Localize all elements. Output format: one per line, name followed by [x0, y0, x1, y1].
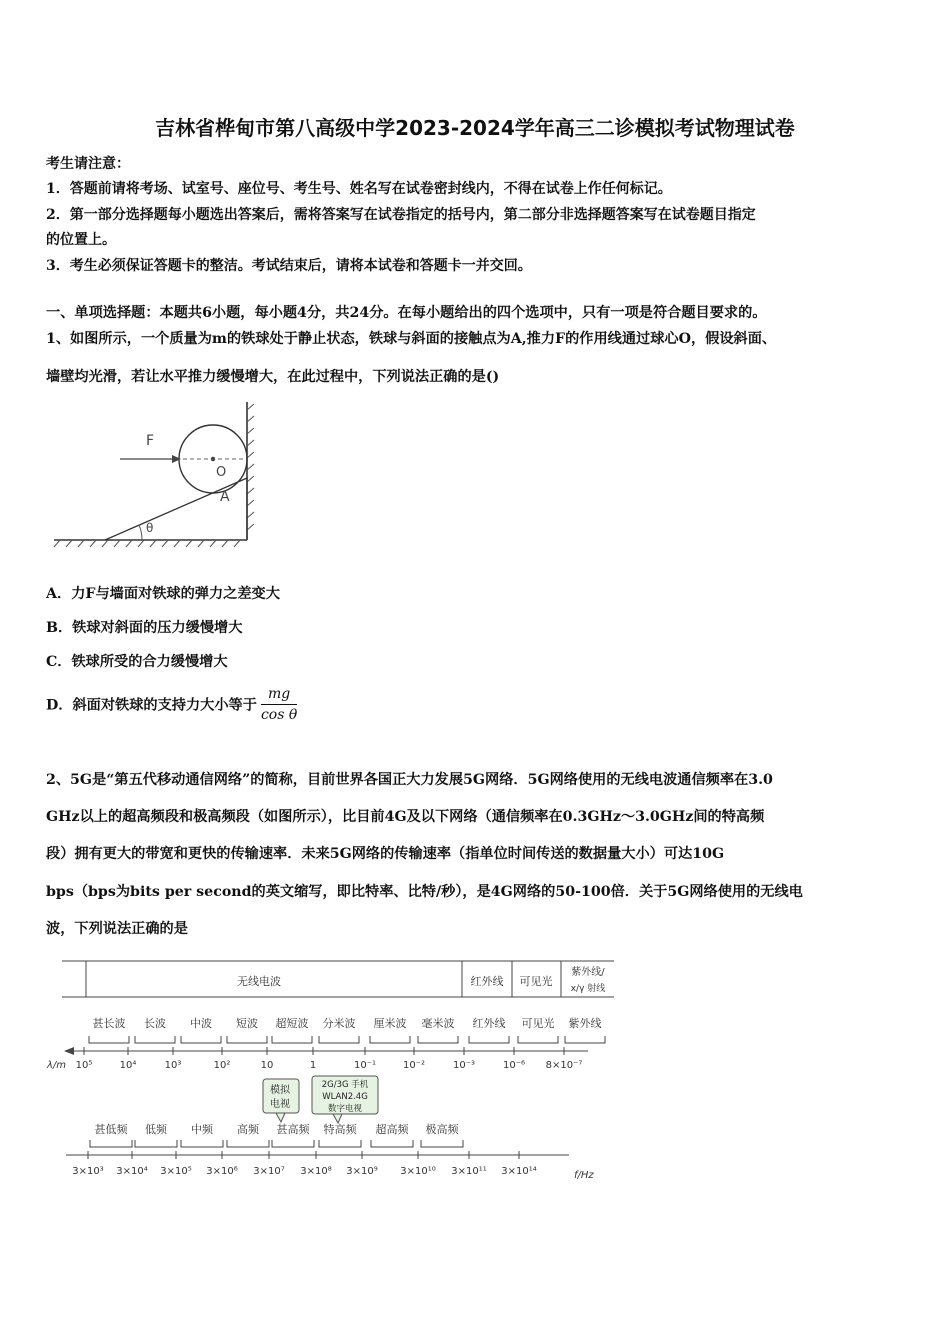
wave-bracket [565, 1036, 605, 1043]
wavelength-tick-label: 10⁻³ [452, 1060, 476, 1071]
frequency-bracket [227, 1140, 269, 1147]
wave-bracket [272, 1036, 312, 1043]
wave-bracket [518, 1036, 558, 1043]
frequency-name: 中频 [191, 1123, 213, 1136]
frequency-tick-label: 3×10⁷ [253, 1166, 285, 1177]
question-2-line-4: bps（bps为bits per second的英文缩写，即比特率、比特/秒），是4G网络的50-100倍．关于5G网络使用的无线电 [46, 884, 803, 900]
wave-name: 超短波 [275, 1017, 309, 1030]
frequency-tick-label: 3×10³ [72, 1166, 104, 1177]
question-2-line-2: GHz以上的超高频段和极高频段（如图所示），比目前4G及以下网络（通信频率在0.3GHz～3.0GHz间的特高频 [46, 809, 765, 825]
frequency-tick-label: 3×10¹⁴ [501, 1166, 537, 1177]
frequency-name: 低频 [145, 1123, 167, 1136]
theta-label: θ [146, 521, 154, 535]
page-title: 吉林省桦甸市第八高级中学2023-2024学年高三二诊模拟考试物理试卷 [155, 116, 795, 140]
question-2-line-3: 段）拥有更大的带宽和更快的传输速率．未来5G网络的传输速率（指单位时间传送的数据量大小）可达10G [46, 846, 725, 862]
wave-name: 长波 [144, 1017, 166, 1030]
ball-incline-figure [50, 398, 270, 553]
option-d-fraction [261, 686, 297, 723]
angle-arc [139, 525, 142, 540]
wave-bracket [89, 1036, 129, 1043]
notice-item-2: 2．第一部分选择题每小题选出答案后，需将答案写在试卷指定的括号内，第二部分非选择题答案写在试卷题目指定 [46, 207, 756, 223]
frequency-tick-label: 3×10⁴ [116, 1166, 148, 1177]
frequency-bracket-row [90, 1140, 463, 1147]
wavelength-unit: λ/m [47, 1060, 67, 1071]
notice-heading: 考生请注意： [46, 156, 130, 172]
infrared-label: 红外线 [470, 975, 504, 988]
frequency-tick-label: 3×10⁹ [346, 1166, 378, 1177]
wavelength-tick-label: 10³ [164, 1060, 182, 1071]
frequency-bracket [90, 1140, 132, 1147]
question-2-line-1: 2、5G是“第五代移动通信网络”的简称，目前世界各国正大力发展5G网络．5G网络使用的无线电波通信频率在3.0 [46, 772, 773, 788]
analog-tv-line-1: 模拟 [270, 1085, 290, 1096]
frequency-bracket [421, 1140, 463, 1147]
frequency-name-row [95, 1122, 460, 1136]
wavelength-tick-label: 10 [260, 1060, 274, 1071]
frequency-name: 极高频 [425, 1123, 459, 1136]
wave-name: 中波 [190, 1017, 212, 1030]
wave-bracket [370, 1036, 410, 1043]
frequency-bracket [272, 1140, 314, 1147]
wave-bracket [227, 1036, 267, 1043]
wave-name: 短波 [236, 1017, 258, 1030]
center-label: O [216, 465, 227, 480]
wave-bracket [469, 1036, 509, 1043]
fraction-numerator: mg [261, 686, 297, 705]
ultraviolet-label: 紫外线/ [571, 967, 605, 978]
spectrum-figure [44, 955, 624, 1187]
frequency-bracket [319, 1140, 361, 1147]
wave-name: 厘米波 [373, 1017, 407, 1030]
frequency-name: 高频 [237, 1123, 259, 1136]
frequency-tick-label: 3×10⁸ [300, 1166, 332, 1177]
mobile-wlan-line-2: WLAN2.4G [322, 1092, 368, 1102]
mobile-wlan-line-1: 2G/3G 手机 [321, 1080, 369, 1090]
visible-light-label: 可见光 [519, 975, 553, 988]
option-c: C．铁球所受的合力缓慢增大 [46, 654, 228, 670]
wave-name: 甚长波 [92, 1017, 126, 1030]
option-d [46, 686, 297, 723]
frequency-name: 超高频 [375, 1123, 409, 1136]
option-d-text: D．斜面对铁球的支持力大小等于 [46, 697, 257, 714]
frequency-name: 特高频 [323, 1123, 357, 1136]
section-heading: 一、单项选择题：本题共6小题，每小题4分，共24分。在每小题给出的四个选项中，只有一项是符合题目要求的。 [46, 305, 767, 321]
wavelength-tick-label: 8×10⁻⁷ [545, 1060, 583, 1071]
wave-name-row [93, 1016, 602, 1030]
notice-item-2-cont: 的位置上。 [46, 232, 116, 248]
option-b: B．铁球对斜面的压力缓慢增大 [46, 620, 243, 636]
wave-bracket [181, 1036, 221, 1043]
wavelength-tick-label: 10² [213, 1060, 231, 1071]
ground-hatching [54, 540, 240, 547]
analog-tv-line-2: 电视 [270, 1099, 290, 1110]
notice-item-1: 1．答题前请将考场、试室号、座位号、考生号、姓名写在试卷密封线内，不得在试卷上作任何标记。 [46, 181, 672, 197]
option-a: A．力F与墙面对铁球的弹力之差变大 [46, 586, 280, 602]
mobile-wlan-line-3: 数字电视 [327, 1104, 363, 1114]
wave-name: 分米波 [322, 1017, 356, 1030]
wave-name: 可见光 [521, 1017, 555, 1030]
question-1-line-1: 1、如图所示，一个质量为m的铁球处于静止状态，铁球与斜面的接触点为A,推力F的作用线通过球心O，假设斜面、 [46, 331, 777, 347]
frequency-bracket [181, 1140, 223, 1147]
wave-name: 毫米波 [421, 1017, 455, 1030]
contact-label: A [220, 489, 230, 505]
wavelength-tick-label: 1 [309, 1060, 317, 1071]
frequency-bracket [371, 1140, 413, 1147]
frequency-tick-label: 3×10¹⁰ [400, 1166, 436, 1177]
wavelength-tick-label: 10⁴ [119, 1060, 137, 1071]
frequency-name: 甚高频 [276, 1123, 310, 1136]
wavelength-tick-label: 10⁻⁶ [502, 1060, 526, 1071]
incline-wedge [105, 478, 247, 540]
frequency-tick-label: 3×10⁶ [206, 1166, 238, 1177]
wall-hatching [247, 404, 254, 530]
question-1-line-2: 墙壁均光滑，若让水平推力缓慢增大，在此过程中，下列说法正确的是() [46, 369, 500, 385]
xray-gamma-label: x/γ 射线 [570, 984, 606, 994]
question-2-line-5: 波，下列说法正确的是 [46, 921, 188, 937]
wavelength-axis-arrow [64, 1047, 74, 1055]
wave-name: 紫外线 [568, 1017, 602, 1030]
frequency-tick-label: 3×10⁵ [160, 1166, 192, 1177]
wave-bracket [319, 1036, 359, 1043]
radio-wave-label: 无线电波 [237, 975, 281, 988]
wavelength-tick-label: 10⁻¹ [353, 1060, 377, 1071]
frequency-unit: f/Hz [574, 1170, 594, 1181]
fraction-denominator: cos θ [260, 707, 298, 723]
wave-name: 红外线 [472, 1017, 506, 1030]
force-label: F [146, 433, 155, 449]
wavelength-tick-label: 10⁻² [402, 1060, 426, 1071]
notice-item-3: 3．考生必须保证答题卡的整洁。考试结束后，请将本试卷和答题卡一并交回。 [46, 258, 532, 274]
wave-bracket [135, 1036, 175, 1043]
frequency-name: 甚低频 [94, 1123, 128, 1136]
frequency-bracket [135, 1140, 177, 1147]
wave-bracket [418, 1036, 458, 1043]
wavelength-tick-label: 10⁵ [75, 1060, 93, 1071]
frequency-tick-label: 3×10¹¹ [451, 1166, 487, 1177]
wave-bracket-row [89, 1036, 605, 1043]
